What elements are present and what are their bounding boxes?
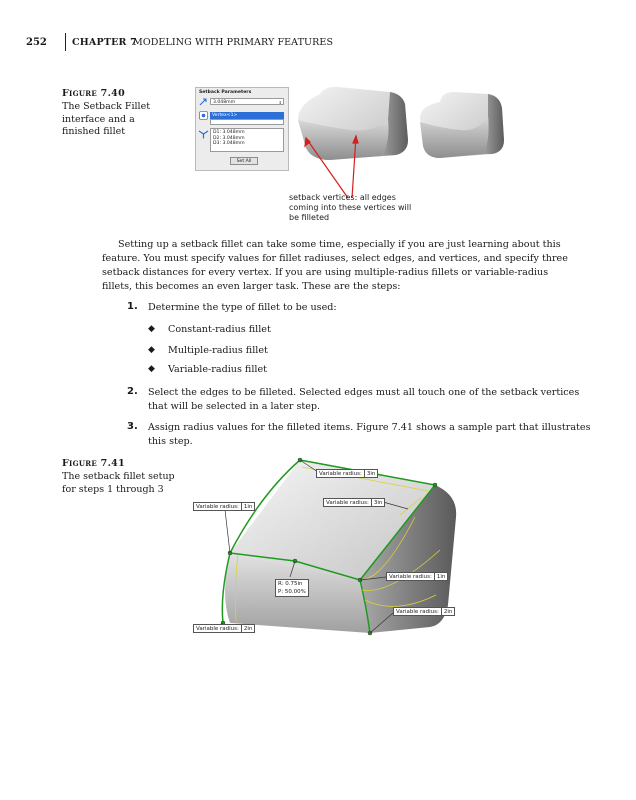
variable-radius-label: Variable radius: 3in <box>316 469 378 478</box>
page-number: 252 <box>26 37 47 48</box>
radius-position-box <box>275 579 309 597</box>
step-number: 1. <box>127 301 138 312</box>
step-text <box>148 421 591 449</box>
caption-line: interface and a <box>62 113 135 125</box>
step-number: 3. <box>127 421 138 432</box>
callout-line: setback vertices: all edges <box>289 193 396 202</box>
distance-value: 3.048mm <box>213 100 236 105</box>
variable-radius-label: Variable radius: 1in <box>193 502 255 511</box>
figure-7-40-label: Figure 7.40 <box>62 88 125 99</box>
step-number: 2. <box>127 386 138 397</box>
caption-line: for steps 1 through 3 <box>62 483 164 495</box>
setback-distance-input[interactable] <box>210 98 284 105</box>
running-title: MODELING WITH PRIMARY FEATURES <box>133 37 334 48</box>
radius-line: R: 0.75in <box>278 581 303 587</box>
setback-distance-list[interactable] <box>210 128 284 152</box>
setback-fillet-parts-illustration <box>290 80 520 200</box>
variable-radius-label: Variable radius: 2in <box>193 624 255 633</box>
paragraph-line: Setting up a setback fillet can take some time, especially if you are just learning about this <box>118 239 561 250</box>
panel-title: Setback Parameters <box>199 90 252 95</box>
step-line: that will be selected in a later step. <box>148 401 321 412</box>
list-item[interactable]: D3: 3.048mm <box>213 141 245 147</box>
step-line: Select the edges to be filleted. Selected edges must all touch one of the setback vertices <box>148 387 580 398</box>
set-all-button[interactable]: Set All <box>230 157 258 165</box>
setback-part-left <box>298 87 408 160</box>
setback-vertices-callout <box>289 193 411 223</box>
edge-set-icon <box>198 129 209 139</box>
step-text: Determine the type of fillet to be used: <box>148 302 337 313</box>
variable-radius-label: Variable radius: 2in <box>393 607 455 616</box>
bullet-icon: ◆ <box>148 364 155 374</box>
callout-line: coming into these vertices will <box>289 203 412 212</box>
variable-radius-label: Variable radius: 1in <box>386 572 448 581</box>
paragraph-line: setback distances for every vertex. If you are using multiple-radius fillets or variable-radius <box>102 267 549 278</box>
paragraph-line: feature. You must specify values for fillet radiuses, select edges, and vertices, and specify three <box>102 253 568 264</box>
caption-line: The Setback Fillet <box>62 101 151 112</box>
step-line: Assign radius values for the filleted items. Figure 7.41 shows a sample part that illustrates <box>148 422 591 433</box>
spin-icon[interactable]: ⇕ <box>278 100 282 105</box>
distance-arrow-icon <box>199 98 208 106</box>
list-item[interactable]: D1: 3.048mm <box>213 130 245 135</box>
step-text <box>148 386 579 414</box>
setback-parameters-panel <box>195 87 289 171</box>
vertex-list-box[interactable] <box>210 119 284 125</box>
list-item[interactable]: D2: 3.048mm <box>213 135 245 141</box>
caption-line: finished fillet <box>62 126 126 137</box>
position-line: P: 50.00% <box>278 589 306 595</box>
bullet-icon: ◆ <box>148 324 155 334</box>
bullet-item: Variable-radius fillet <box>168 364 268 375</box>
figure-7-41-label: Figure 7.41 <box>62 458 125 469</box>
vertex-icon <box>199 111 208 120</box>
body-paragraph <box>102 238 588 294</box>
bullet-icon: ◆ <box>148 345 155 355</box>
step-line: this step. <box>148 436 193 447</box>
bullet-item: Multiple-radius fillet <box>168 345 268 356</box>
paragraph-line: fillets, this becomes an even larger task. These are the steps: <box>102 281 401 292</box>
bullet-item: Constant-radius fillet <box>168 324 271 335</box>
callout-line: be filleted <box>289 213 330 222</box>
vertex-selection-field[interactable]: Vertex<1> <box>210 112 284 119</box>
chapter-label: CHAPTER 7 <box>72 37 137 48</box>
caption-line: The setback fillet setup <box>62 471 175 482</box>
figure-7-41-caption <box>62 471 182 496</box>
figure-7-40-caption <box>62 101 162 139</box>
header-rule <box>65 33 66 51</box>
variable-radius-label: Variable radius: 3in <box>323 498 385 507</box>
setback-part-right <box>420 92 504 158</box>
setback-fillet-setup-illustration <box>190 455 470 645</box>
